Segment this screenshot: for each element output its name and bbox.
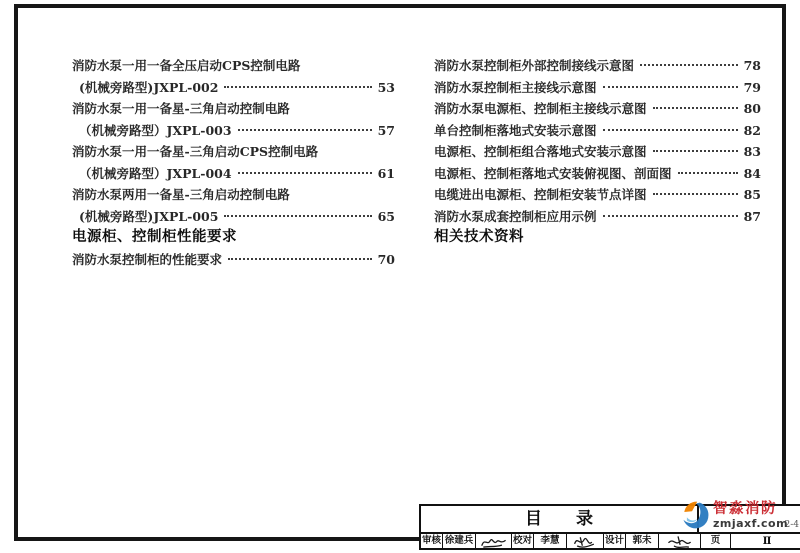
toc-entry [434,77,761,99]
entry-sub: (机械旁路型)JXPL-005 [79,208,219,224]
toc-entry [72,206,395,228]
toc-entry [72,120,395,142]
name-reviewer: 徐建兵 [443,534,476,548]
page-number: 85 [743,187,761,202]
signature-designer-icon [659,534,701,548]
dot-leader [653,107,738,109]
toc-right-column [434,55,761,249]
entry-title: 消防水泵成套控制柜应用示例 [434,208,597,224]
entry-title: 消防水泵控制柜的性能要求 [72,251,223,267]
page-number: 83 [743,144,761,159]
watermark-text [713,502,788,529]
title-block-title: 目 录 [421,506,699,532]
dot-leader [678,172,738,174]
toc-entry [72,55,395,77]
dot-leader [603,86,738,88]
page-number: 87 [743,208,761,224]
dot-leader [653,150,738,152]
toc-entry [434,55,761,77]
toc-entry [72,184,395,206]
dot-leader [238,129,372,131]
section-header-cabinet-requirements: 电源柜、控制柜性能要求 [72,229,237,245]
entry-sub: （机械旁路型）JXPL-004 [79,165,232,181]
label-reviewer: 审核 [421,535,441,546]
page-number: 61 [377,165,395,181]
entry-title: 消防水泵电源柜、控制柜主接线示意图 [434,101,647,116]
page-number: 65 [377,208,395,224]
toc-entry [72,141,395,163]
name-designer: 郭未 [626,534,659,548]
entry-sub: （机械旁路型）JXPL-003 [79,122,232,138]
section-header-related-docs: 相关技术资料 [434,229,524,245]
toc-entry [434,163,761,185]
label-proofreader: 校对 [512,535,532,546]
page-number: 53 [377,79,395,95]
label-page: 页 [701,534,731,548]
title-block-bottom-row [421,534,800,548]
entry-title: 消防水泵一用一备全压启动CPS控制电路 [72,58,301,73]
dot-leader [603,129,738,131]
watermark-brand: 智淼消防 [713,501,777,518]
toc-entry [72,249,395,271]
page-number: 84 [743,165,761,181]
entry-title: 消防水泵两用一备星-三角启动控制电路 [72,187,290,202]
toc-entry [72,163,395,185]
watermark [680,500,788,531]
toc-entry [72,98,395,120]
dot-leader [224,215,372,217]
dot-leader [228,258,372,260]
entry-title: 消防水泵一用一备星-三角启动控制电路 [72,101,290,116]
signature-reviewer-icon [476,534,512,548]
toc-entry [434,98,761,120]
page-number: 79 [743,79,761,95]
watermark-domain: zmjaxf.com [713,516,789,530]
entry-sub: (机械旁路型)JXPL-002 [79,79,219,95]
entry-title: 电缆进出电源柜、控制柜安装节点详图 [434,187,647,202]
signature-proofreader-icon [567,534,604,548]
page-number: 78 [743,58,761,73]
toc-entry [72,77,395,99]
dot-leader [603,215,738,217]
label-designer: 设计 [604,535,624,546]
entry-title: 消防水泵一用一备星-三角启动CPS控制电路 [72,144,319,159]
page-frame [14,4,799,547]
entry-title: 单台控制柜落地式安装示意图 [434,122,597,138]
entry-title: 消防水泵控制柜外部控制接线示意图 [434,58,635,73]
entry-title: 电源柜、控制柜落地式安装俯视图、剖面图 [434,165,672,181]
dot-leader [653,193,738,195]
watermark-logo-icon [680,500,711,531]
page-number: 80 [743,101,761,116]
entry-title: 电源柜、控制柜组合落地式安装示意图 [434,144,647,159]
entry-title: 消防水泵控制柜主接线示意图 [434,79,597,95]
toc-entry [434,141,761,163]
dot-leader [238,172,372,174]
dot-leader [224,86,372,88]
page-number-value: Ⅱ [762,535,772,547]
atlas-number-fragment: 2-4 [784,520,799,530]
toc-entry [434,206,761,228]
toc-entry [434,184,761,206]
name-proofreader: 李慧 [534,534,567,548]
dot-leader [640,64,738,66]
toc-left-column [72,55,395,270]
page-number: 70 [377,251,395,267]
page-number: 57 [377,122,395,138]
page-number: 82 [743,122,761,138]
toc-entry [434,120,761,142]
